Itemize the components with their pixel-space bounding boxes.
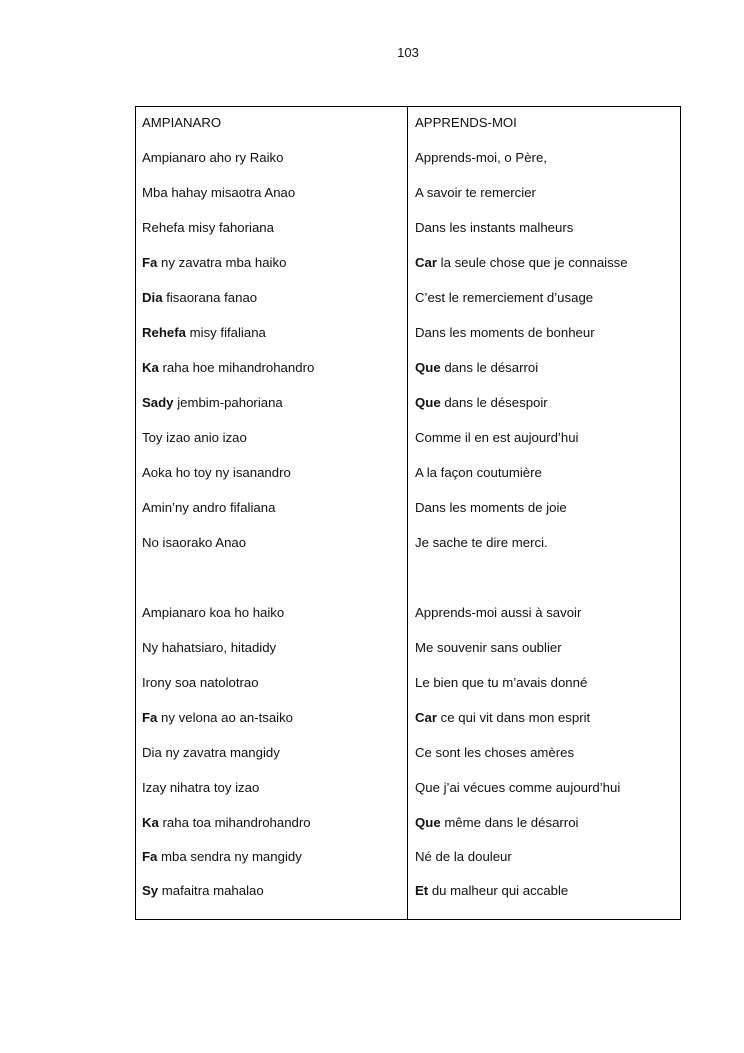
malagasy-title: AMPIANARO [142, 115, 222, 130]
poem-line-bold-word: Rehefa [142, 325, 186, 340]
poem-line-text: Comme il en est aujourd’hui [415, 430, 579, 445]
poem-line [415, 289, 593, 307]
poem-line [415, 604, 581, 622]
poem-line-bold-word: Car [415, 710, 437, 725]
poem-line-text: ny velona ao an-tsaiko [157, 710, 294, 725]
poem-line-text: Irony soa natolotrao [142, 675, 259, 690]
poem-line-text: A la façon coutumière [415, 465, 542, 480]
poem-line [415, 184, 536, 202]
poem-line-text: la seule chose que je connaisse [437, 255, 628, 270]
poem-line [415, 709, 590, 727]
poem-line [142, 464, 291, 482]
poem-line [142, 429, 247, 447]
poem-line [415, 639, 562, 657]
poem-line-text: C’est le remerciement d’usage [415, 290, 594, 305]
poem-line-bold-word: Fa [142, 255, 158, 270]
poem-line-text: Né de la douleur [415, 849, 512, 864]
poem-line [415, 149, 547, 167]
poem-line-text: Me souvenir sans oublier [415, 640, 562, 655]
poem-line [142, 814, 311, 832]
poem-line [415, 848, 512, 866]
poem-line-text: Izay nihatra toy izao [142, 780, 260, 795]
poem-line-bold-word: Que [415, 815, 441, 830]
poem-line-text: raha toa mihandrohandro [158, 815, 311, 830]
poem-line-text: Toy izao anio izao [142, 430, 247, 445]
poem-line-text: même dans le désarroi [440, 815, 579, 830]
poem-line-text: raha hoe mihandrohandro [158, 360, 315, 375]
poem-line-bold-word: Ka [142, 360, 159, 375]
poem-line-text: A savoir te remercier [415, 185, 536, 200]
poem-line [142, 674, 259, 692]
poem-line-text: mba sendra ny mangidy [157, 849, 302, 864]
poem-line-text: ce qui vit dans mon esprit [437, 710, 591, 725]
poem-line-text: Apprends-moi, o Père, [415, 150, 547, 165]
french-title: APPRENDS-MOI [415, 115, 517, 130]
poem-line [415, 882, 568, 900]
poem-line-text: Que j’ai vécues comme aujourd’hui [415, 780, 621, 795]
poem-line [415, 464, 542, 482]
poem-line-text: dans le désarroi [440, 360, 539, 375]
poem-line-text: jembim-pahoriana [173, 395, 283, 410]
poem-line-text: No isaorako Anao [142, 535, 247, 550]
poem-line-text: Apprends-moi aussi à savoir [415, 605, 582, 620]
poem-line-text: Le bien que tu m’avais donné [415, 675, 588, 690]
poem-line [415, 394, 548, 412]
poem-line [142, 219, 274, 237]
poem-line-text: dans le désespoir [440, 395, 548, 410]
poem-line [142, 779, 259, 797]
poem-line [142, 882, 264, 900]
poem-line-text: Dans les moments de joie [415, 500, 567, 515]
poem-line-text: Aoka ho toy ny isanandro [142, 465, 291, 480]
poem-line-bold-word: Fa [142, 849, 158, 864]
poem-line-text: du malheur qui accable [428, 883, 569, 898]
poem-line [142, 254, 286, 272]
poem-line-text: fisaorana fanao [162, 290, 258, 305]
poem-line [142, 394, 283, 412]
poem-line-text: Mba hahay misaotra Anao [142, 185, 296, 200]
poem-line-bold-word: Que [415, 395, 441, 410]
poem-line-bold-word: Ka [142, 815, 159, 830]
poem-line-bold-word: Fa [142, 710, 158, 725]
poem-line-text: Ampianaro koa ho haiko [142, 605, 285, 620]
poem-line-bold-word: Dia [142, 290, 163, 305]
poem-line-bold-word: Que [415, 360, 441, 375]
poem-line-text: Ny hahatsiaro, hitadidy [142, 640, 277, 655]
poem-line [415, 499, 567, 517]
poem-line [142, 744, 280, 762]
poem-line [415, 779, 620, 797]
poem-line [415, 219, 573, 237]
poem-line [142, 149, 283, 167]
poem-line-bold-word: Et [415, 883, 429, 898]
poem-line [415, 254, 628, 272]
poem-line [142, 289, 257, 307]
poem-line [142, 848, 302, 866]
poem-line-bold-word: Sady [142, 395, 174, 410]
poem-line-text: Dans les moments de bonheur [415, 325, 595, 340]
poem-line [142, 534, 246, 552]
poem-line [142, 359, 314, 377]
poem-line-text: Ampianaro aho ry Raiko [142, 150, 284, 165]
poem-line [415, 534, 548, 552]
poem-line-text: ny zavatra mba haiko [157, 255, 287, 270]
poem-line-bold-word: Sy [142, 883, 159, 898]
poem-line-text: Je sache te dire merci. [415, 535, 548, 550]
poem-line-text: Ce sont les choses amères [415, 745, 575, 760]
poem-line-text: Dans les instants malheurs [415, 220, 574, 235]
poem-line-bold-word: Car [415, 255, 437, 270]
poem-line-text: misy fifaliana [185, 325, 266, 340]
poem-line [142, 639, 276, 657]
poem-line-text: Amin’ny andro fifaliana [142, 500, 276, 515]
poem-line [142, 604, 284, 622]
poem-line [415, 744, 574, 762]
poem-line-text: mafaitra mahalao [158, 883, 264, 898]
poem-line-text: Dia ny zavatra mangidy [142, 745, 280, 760]
page-number: 103 [397, 45, 419, 60]
poem-line [415, 674, 587, 692]
poem-line [415, 814, 578, 832]
poem-line [415, 429, 578, 447]
poem-line [142, 709, 293, 727]
poem-line [415, 324, 595, 342]
poem-line [415, 359, 538, 377]
poem-line [142, 324, 266, 342]
poem-line-text: Rehefa misy fahoriana [142, 220, 274, 235]
poem-line [142, 184, 295, 202]
poem-line [142, 499, 275, 517]
